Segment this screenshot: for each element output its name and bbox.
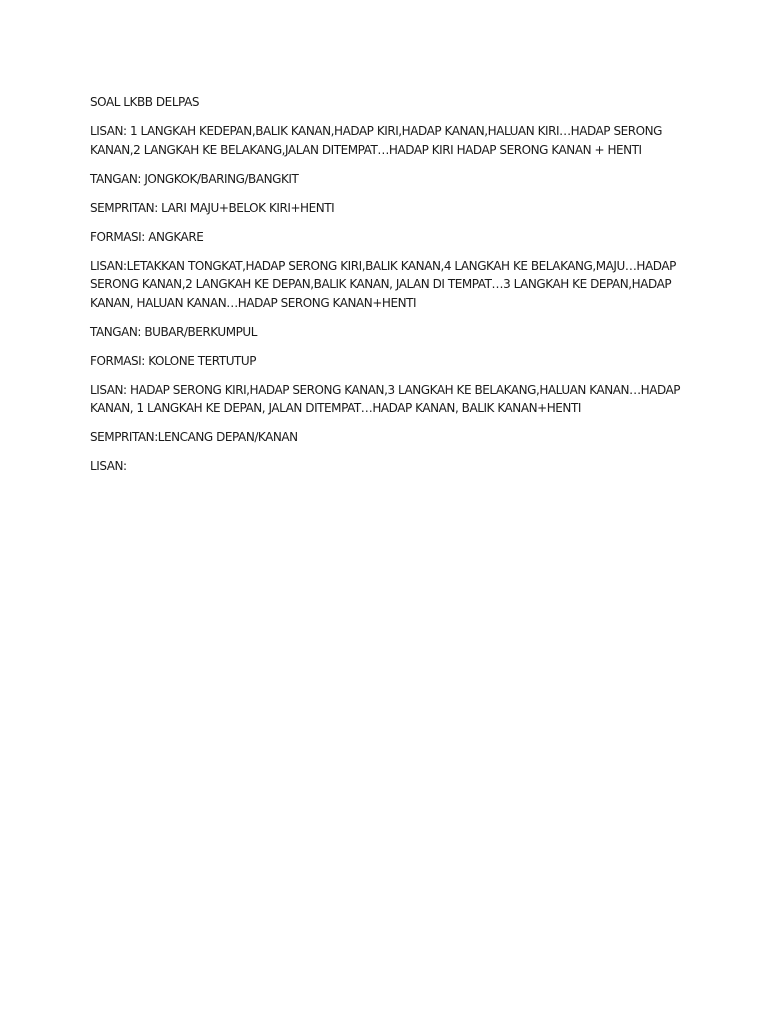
paragraph-formasi-2: FORMASI: KOLONE TERTUTUP — [90, 353, 257, 368]
paragraph-lisan-3: LISAN: HADAP SERONG KIRI,HADAP SERONG KANAN,3 LANGKAH KE BELAKANG,HALUAN KANAN…HADAP KANAN, 1 LANGKAH KE DEPAN, JALAN DITEMPAT…HADAP KANAN, BALIK KANAN+HENTI — [90, 382, 681, 415]
paragraph-lisan-2: LISAN:LETAKKAN TONGKAT,HADAP SERONG KIRI,BALIK KANAN,4 LANGKAH KE BELAKANG,MAJU…HADAP SERONG KANAN,2 LANGKAH KE DEPAN,BALIK KANAN, JALAN DI TEMPAT…3 LANGKAH KE DEPAN,HADAP KANAN, HALUAN KANAN…HADAP SERONG KANAN+HENTI — [90, 258, 676, 310]
paragraph-lisan-1: LISAN: 1 LANGKAH KEDEPAN,BALIK KANAN,HADAP KIRI,HADAP KANAN,HALUAN KIRI…HADAP SERONG KANAN,2 LANGKAH KE BELAKANG,JALAN DITEMPAT…HADAP KIRI HADAP SERONG KANAN + HENTI — [90, 124, 662, 157]
paragraph-tangan-1: TANGAN: JONGKOK/BARING/BANGKIT — [90, 171, 299, 186]
paragraph-tangan-2: TANGAN: BUBAR/BERKUMPUL — [90, 324, 257, 339]
paragraph-formasi-1: FORMASI: ANGKARE — [90, 229, 204, 244]
paragraph-sempritan-1: SEMPRITAN: LARI MAJU+BELOK KIRI+HENTI — [90, 200, 335, 215]
paragraph-sempritan-2: SEMPRITAN:LENCANG DEPAN/KANAN — [90, 430, 298, 444]
document-title: SOAL LKBB DELPAS — [90, 95, 199, 109]
paragraph-lisan-4: LISAN: — [90, 459, 127, 473]
document-body — [90, 93, 690, 486]
